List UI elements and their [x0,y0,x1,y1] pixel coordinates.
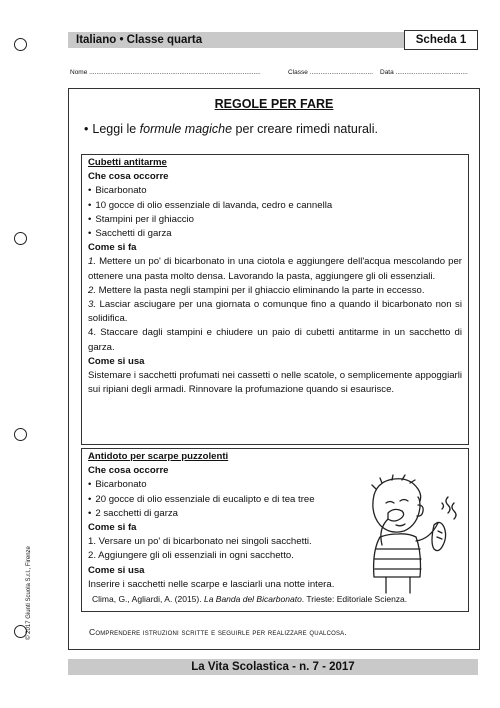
learning-objective: Comprendere istruzioni scritte e seguirle per realizzare qualcosa. [89,627,347,637]
child-smelly-shoe-illustration [352,467,462,597]
ingredient-item: • 10 gocce di olio essenziale di lavanda, cedro e cannella [88,199,462,213]
step-item: 1. Mettere un po' di bicarbonato in una ciotola e aggiungere dell'acqua mescolando per ottenere una pasta molto densa. Lavorando la pasta, aggiungere gli oli essenziali. [88,256,462,282]
ingredient-item: • Bicarbonato [88,478,350,492]
steps-heading: Come si fa [88,242,137,254]
ingredient-item: • Bicarbonato [88,184,462,198]
header-bar [68,32,478,48]
class-field[interactable]: Classe ................................... [288,69,373,76]
ingredients-heading: Che cosa occorre [88,465,169,477]
recipe-title: Cubetti antitarme [88,157,167,168]
name-field[interactable]: Nome ............................................................................................... [70,69,261,76]
usage-heading: Come si usa [88,564,145,576]
binder-hole [14,232,27,245]
ingredients-heading: Che cosa occorre [88,171,169,183]
ingredient-item: • Sacchetti di garza [88,227,462,241]
worksheet [68,88,480,650]
recipe-box-antitarme [81,154,469,445]
date-field[interactable]: Data ........................................ [380,69,468,76]
step-item: 2. Aggiungere gli oli essenziali in ogni sacchetto. [88,550,294,562]
ingredient-item: • Stampini per il ghiaccio [88,213,462,227]
binder-hole [14,38,27,51]
binder-hole [14,428,27,441]
step-item: 4. Staccare dagli stampini e chiudere un paio di cubetti antitarme in un sacchetto di garza. [88,327,462,353]
ingredient-item: • 2 sacchetti di garza [88,507,350,521]
step-item: 1. Versare un po' di bicarbonato nei singoli sacchetti. [88,536,312,548]
recipe-title: Antidoto per scarpe puzzolenti [88,451,229,462]
instruction: • Leggi le formule magiche per creare rimedi naturali. [84,122,378,136]
subject-label: Italiano • Classe quarta [76,34,203,46]
step-item: 3. Lasciar asciugare per una giornata o comunque fino a quando il bicarbonato non si solidifica. [88,299,462,325]
footer-bar: La Vita Scolastica - n. 7 - 2017 [68,659,478,675]
ingredient-item: • 20 gocce di olio essenziale di eucalipto e di tea tree [88,493,350,507]
usage-text: Inserire i sacchetti nelle scarpe e lasciarli una notte intera. [88,578,335,590]
scheda-label: Scheda 1 [404,30,478,50]
usage-text: Sistemare i sacchetti profumati nei cassetti o nelle scatole, o semplicemente appoggiarli sui ripiani degli armadi. Rinnovare la profumazione quando si esaurisce. [88,370,462,396]
instruction-italic: formule magiche [139,122,233,136]
recipe-box-scarpe [81,448,469,612]
step-item: 2. Mettere la pasta negli stampini per il ghiaccio eliminando la parte in eccesso. [88,284,425,296]
book-credit: Clima, G., Agliardi, A. (2015). La Banda del Bicarbonato. Trieste: Editoriale Scienza. [92,594,408,605]
copyright: © 2017 Giunti Scuola S.r.l., Firenze [26,546,32,640]
usage-heading: Come si usa [88,355,145,367]
bullet-icon: • [84,122,89,136]
page-title: REGOLE PER FARE [214,97,334,111]
steps-heading: Come si fa [88,522,137,534]
